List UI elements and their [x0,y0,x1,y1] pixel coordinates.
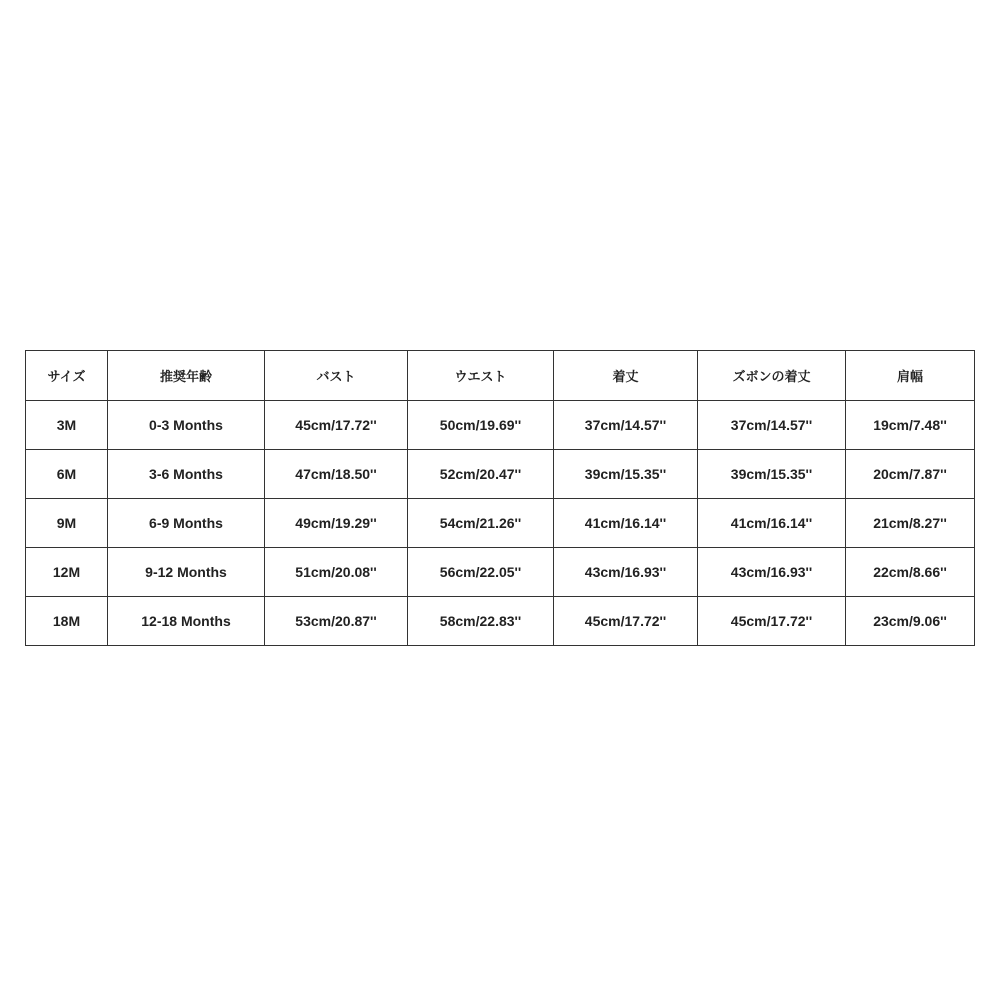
table-header-row [26,351,975,401]
cell-waist: 52cm/20.47'' [408,450,554,499]
cell-length: 45cm/17.72'' [554,597,698,646]
table-row [26,450,975,499]
cell-size: 18M [26,597,108,646]
cell-age: 0-3 Months [108,401,265,450]
cell-shoulder-width: 23cm/9.06'' [846,597,975,646]
header-pants-length: ズボンの着丈 [698,351,846,401]
cell-shoulder-width: 19cm/7.48'' [846,401,975,450]
cell-age: 9-12 Months [108,548,265,597]
cell-length: 39cm/15.35'' [554,450,698,499]
cell-shoulder-width: 21cm/8.27'' [846,499,975,548]
cell-shoulder-width: 22cm/8.66'' [846,548,975,597]
cell-size: 6M [26,450,108,499]
cell-length: 41cm/16.14'' [554,499,698,548]
cell-age: 3-6 Months [108,450,265,499]
cell-bust: 49cm/19.29'' [265,499,408,548]
table-row [26,499,975,548]
cell-pants-length: 45cm/17.72'' [698,597,846,646]
cell-waist: 58cm/22.83'' [408,597,554,646]
cell-waist: 54cm/21.26'' [408,499,554,548]
cell-pants-length: 37cm/14.57'' [698,401,846,450]
size-chart-table [25,350,975,646]
table-row [26,597,975,646]
cell-size: 3M [26,401,108,450]
cell-waist: 50cm/19.69'' [408,401,554,450]
cell-bust: 45cm/17.72'' [265,401,408,450]
header-shoulder-width: 肩幅 [846,351,975,401]
header-length: 着丈 [554,351,698,401]
cell-bust: 53cm/20.87'' [265,597,408,646]
cell-bust: 47cm/18.50'' [265,450,408,499]
cell-size: 12M [26,548,108,597]
cell-length: 37cm/14.57'' [554,401,698,450]
cell-pants-length: 39cm/15.35'' [698,450,846,499]
cell-bust: 51cm/20.08'' [265,548,408,597]
header-bust: バスト [265,351,408,401]
table-row [26,548,975,597]
header-recommended-age: 推奨年齢 [108,351,265,401]
cell-pants-length: 41cm/16.14'' [698,499,846,548]
table-row [26,401,975,450]
cell-size: 9M [26,499,108,548]
cell-length: 43cm/16.93'' [554,548,698,597]
cell-age: 12-18 Months [108,597,265,646]
cell-waist: 56cm/22.05'' [408,548,554,597]
cell-pants-length: 43cm/16.93'' [698,548,846,597]
header-waist: ウエスト [408,351,554,401]
cell-shoulder-width: 20cm/7.87'' [846,450,975,499]
header-size: サイズ [26,351,108,401]
cell-age: 6-9 Months [108,499,265,548]
